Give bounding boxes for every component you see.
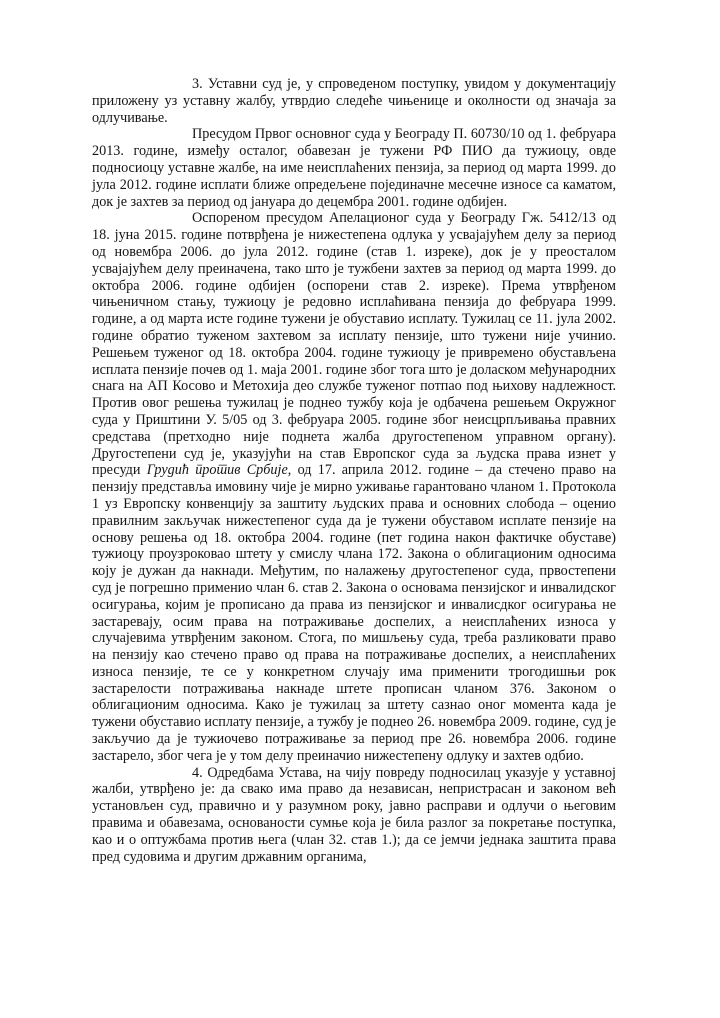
- paragraph-1: [92, 76, 616, 126]
- text-body: [92, 76, 616, 865]
- text-segment: , од 17. априла 2012. године – да стечено право на пензију представља имовину чије је мирно уживање гарантовано чланом 1. Протокола 1 уз Европску конвенцију за заштиту људских права и основних слобода – оценио правилним закључак нижестепеног суда да је тужени обуставом исплате пензије на основу решења од 18. октобра 2004. године (пет година након фактичке обуставе) тужиоцу проузроковао штету у смислу члана 172. Закона о облигационим односима коју је дужан да накнади. Међутим, по налажењу другостепеног суда, првостепени суд је погрешно применио члан 6. став 2. Закона о основама пензијског и инвалидског осигурања, којим је прописано да права из пензијског и инвалисдког осигурања не застаревају, осим права на потраживање доспелих, а неисплаћених износа у случајевима утврђеним законом. Стога, по мишљењу суда, треба разликовати право на пензију као стечено право од права на потраживање доспелих, а неисплаћених износа пензије, те се у конкретном случају има применити трогодишњи рок застарелости потраживања накнаде штете прописан чланом 376. Законом о облигационим односима. Како је тужилац за штету сазнао оног момента када је тужени обуставио исплату пензије, а тужбу је поднео 26. новембра 2009. године, суд је закључио да је тужиочево потраживање за период пре 26. новембра 2006. године застарело, због чега је у том делу преиначио нижестепену одлуку и захтев одбио.: [92, 462, 616, 764]
- text-segment: 3. Уставни суд је, у спроведеном поступку, увидом у документацију приложену уз уставну жалбу, утврдио следеће чињенице и околности од значаја за одлучивање.: [92, 76, 616, 126]
- paragraph-4: [92, 765, 616, 866]
- text-segment: 4. Одредбама Устава, на чију повреду подносилац указује у уставној жалби, утврђено је: да свако има право да независан, непристрасан и законом већ установљен суд, правично и у разумном року, јавно расправи и одлучи о његовим правима и обавезама, основаности сумње која је била разлог за покретање поступка, као и о оптужбама против њега (члан 32. став 1.); да се јемчи једнака заштита права пред судовима и другим државним органима,: [92, 764, 616, 865]
- case-citation-italic: Грудић против Србије: [146, 462, 288, 479]
- text-segment: Пресудом Првог основног суда у Београду П. 60730/10 од 1. фебруара 2013. године, између осталог, обавезан је тужени РФ ПИО да тужиоцу, овде подносиоцу уставне жалбе, на име неисплаћених пензија, за период од марта 1999. до јула 2012. године исплати ближе опредељене појединачне месечне износе са каматом, док је захтев за период од јануара до децембра 2001. године одбијен.: [92, 126, 616, 210]
- paragraph-2: [92, 126, 616, 210]
- paragraph-3: [92, 210, 616, 764]
- text-segment: Оспореном пресудом Апелационог суда у Београду Гж. 5412/13 од 18. јуна 2015. године потврђена је нижестепена одлука у усвајајућем делу за период од новембра 2006. до јула 2012. године (став 1. изреке), док је у преосталом усвајајућем делу преиначена, тако што је тужбени захтев за период од марта 1999. до октобра 2006. године одбијен (оспорени став 2. изреке). Према утврђеном чињеничном стању, тужиоцу је редовно исплаћивана пензија до фебруара 1999. године, а од марта исте године тужени је обуставио исплату. Тужилац се 11. јула 2002. године обратио туженом захтевом за исплату пензије, што тужени није учинио. Решењем туженог од 18. октобра 2004. године тужиоцу је привремено обустављена исплата пензије почев од 1. маја 2001. године због тога што је доласком међународних снага на АП Косово и Метохија део службе туженог потпао под њихову надлежност. Против овог решења тужилац је поднео тужбу која је одбачена решењем Окружног суда у Приштини У. 5/05 од 3. фебруара 2005. године због неисцрпљивања правних средстава (претходно није поднета жалба другостепеном управном органу). Другостепени суд је, указујући на став Европског суда за људска права изнет у пресуди: [92, 210, 616, 479]
